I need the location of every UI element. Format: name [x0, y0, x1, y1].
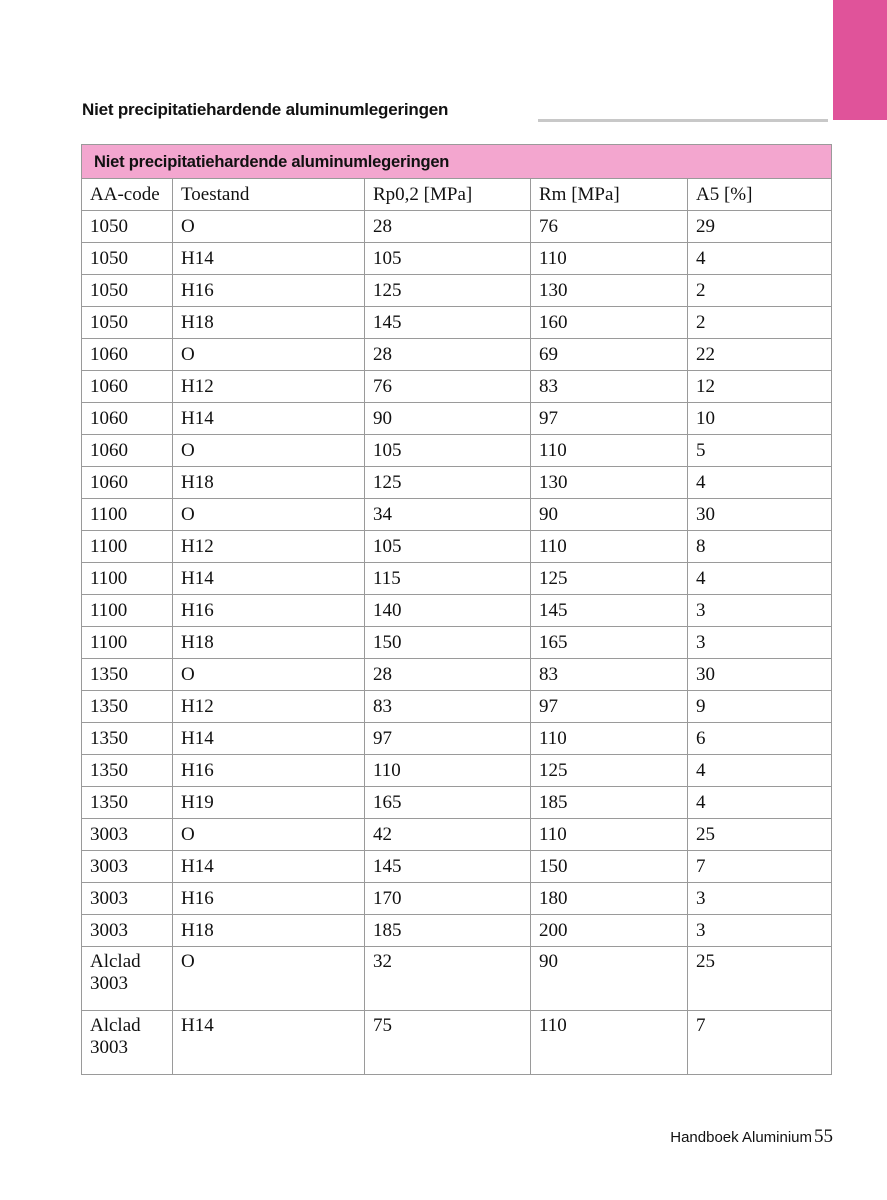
cell-toestand: H14 — [173, 723, 365, 755]
table-row — [82, 787, 832, 819]
cell-rm: 160 — [531, 307, 688, 339]
cell-rp02: 105 — [365, 243, 531, 275]
cell-aa-code: 1350 — [82, 691, 173, 723]
table-row — [82, 883, 832, 915]
cell-toestand: O — [173, 819, 365, 851]
cell-rm: 90 — [531, 499, 688, 531]
alloy-properties-table — [81, 144, 832, 1075]
cell-a5: 9 — [688, 691, 832, 723]
cell-rp02: 145 — [365, 851, 531, 883]
cell-rp02: 97 — [365, 723, 531, 755]
cell-rp02: 28 — [365, 211, 531, 243]
cell-toestand: H12 — [173, 531, 365, 563]
cell-rm: 110 — [531, 723, 688, 755]
cell-a5: 29 — [688, 211, 832, 243]
cell-a5: 2 — [688, 275, 832, 307]
table-banner: Niet precipitatiehardende aluminumlegeringen — [82, 145, 832, 179]
cell-toestand: H16 — [173, 595, 365, 627]
cell-toestand: H12 — [173, 371, 365, 403]
cell-aa-code: Alclad 3003 — [82, 1011, 173, 1075]
table-row — [82, 307, 832, 339]
table-row — [82, 211, 832, 243]
cell-rm: 130 — [531, 467, 688, 499]
table-row — [82, 435, 832, 467]
cell-a5: 5 — [688, 435, 832, 467]
cell-toestand: H18 — [173, 627, 365, 659]
page-number: 55 — [814, 1126, 833, 1147]
cell-aa-code: 3003 — [82, 851, 173, 883]
table-row — [82, 595, 832, 627]
cell-toestand: H14 — [173, 243, 365, 275]
cell-toestand: H14 — [173, 851, 365, 883]
cell-rp02: 145 — [365, 307, 531, 339]
page-footer — [670, 1126, 833, 1148]
cell-aa-code: 1060 — [82, 435, 173, 467]
cell-aa-code: 1060 — [82, 403, 173, 435]
cell-rm: 150 — [531, 851, 688, 883]
cell-toestand: O — [173, 339, 365, 371]
table-row — [82, 243, 832, 275]
cell-toestand: H18 — [173, 307, 365, 339]
cell-a5: 3 — [688, 915, 832, 947]
cell-rm: 83 — [531, 371, 688, 403]
cell-rm: 125 — [531, 563, 688, 595]
cell-toestand: O — [173, 659, 365, 691]
cell-a5: 3 — [688, 883, 832, 915]
cell-toestand: H16 — [173, 883, 365, 915]
table-row — [82, 371, 832, 403]
cell-rm: 83 — [531, 659, 688, 691]
cell-rp02: 34 — [365, 499, 531, 531]
cell-rm: 90 — [531, 947, 688, 1011]
cell-a5: 3 — [688, 595, 832, 627]
column-header-rp02: Rp0,2 [MPa] — [365, 179, 531, 211]
cell-aa-code: 1350 — [82, 659, 173, 691]
cell-aa-code: 1100 — [82, 499, 173, 531]
cell-toestand: H19 — [173, 787, 365, 819]
cell-rp02: 140 — [365, 595, 531, 627]
cell-rp02: 105 — [365, 531, 531, 563]
cell-a5: 12 — [688, 371, 832, 403]
table-row — [82, 691, 832, 723]
cell-rp02: 150 — [365, 627, 531, 659]
cell-a5: 4 — [688, 755, 832, 787]
cell-aa-code: 1050 — [82, 307, 173, 339]
cell-rp02: 170 — [365, 883, 531, 915]
cell-a5: 3 — [688, 627, 832, 659]
column-header-aa-code: AA-code — [82, 179, 173, 211]
book-title: Handboek Aluminium — [670, 1129, 812, 1146]
cell-a5: 30 — [688, 499, 832, 531]
cell-aa-code: 1100 — [82, 627, 173, 659]
cell-rm: 69 — [531, 339, 688, 371]
cell-rm: 130 — [531, 275, 688, 307]
table-row — [82, 403, 832, 435]
table-body — [82, 211, 832, 1075]
cell-toestand: H16 — [173, 275, 365, 307]
cell-aa-code: 1350 — [82, 787, 173, 819]
table-row — [82, 819, 832, 851]
cell-toestand: O — [173, 435, 365, 467]
cell-rm: 110 — [531, 435, 688, 467]
table-row — [82, 947, 832, 1011]
table-row — [82, 499, 832, 531]
cell-rm: 110 — [531, 243, 688, 275]
cell-a5: 10 — [688, 403, 832, 435]
cell-rp02: 32 — [365, 947, 531, 1011]
cell-rp02: 125 — [365, 467, 531, 499]
table-row — [82, 915, 832, 947]
table-row — [82, 563, 832, 595]
cell-rp02: 28 — [365, 339, 531, 371]
cell-a5: 22 — [688, 339, 832, 371]
cell-rp02: 125 — [365, 275, 531, 307]
table-row — [82, 1011, 832, 1075]
cell-rm: 185 — [531, 787, 688, 819]
section-title: Niet precipitatiehardende aluminumlegeringen — [82, 100, 449, 119]
cell-a5: 4 — [688, 787, 832, 819]
cell-toestand: H14 — [173, 403, 365, 435]
table-row — [82, 659, 832, 691]
cell-rm: 97 — [531, 403, 688, 435]
cell-a5: 7 — [688, 1011, 832, 1075]
cell-rp02: 83 — [365, 691, 531, 723]
section-tab-marker — [833, 0, 887, 120]
cell-a5: 30 — [688, 659, 832, 691]
cell-a5: 8 — [688, 531, 832, 563]
column-header-a5: A5 [%] — [688, 179, 832, 211]
cell-aa-code: 1050 — [82, 211, 173, 243]
cell-rp02: 185 — [365, 915, 531, 947]
table-header-row — [82, 179, 832, 211]
cell-aa-code: 1060 — [82, 339, 173, 371]
cell-toestand: H18 — [173, 467, 365, 499]
cell-a5: 7 — [688, 851, 832, 883]
cell-rm: 200 — [531, 915, 688, 947]
cell-aa-code: 1060 — [82, 467, 173, 499]
cell-rm: 110 — [531, 1011, 688, 1075]
table-row — [82, 723, 832, 755]
table-row — [82, 339, 832, 371]
cell-toestand: H14 — [173, 563, 365, 595]
cell-a5: 4 — [688, 563, 832, 595]
cell-rp02: 42 — [365, 819, 531, 851]
table-row — [82, 467, 832, 499]
cell-rm: 145 — [531, 595, 688, 627]
cell-aa-code: 1100 — [82, 531, 173, 563]
cell-rp02: 165 — [365, 787, 531, 819]
cell-rp02: 115 — [365, 563, 531, 595]
table-row — [82, 627, 832, 659]
cell-rp02: 90 — [365, 403, 531, 435]
cell-rm: 97 — [531, 691, 688, 723]
cell-rm: 110 — [531, 531, 688, 563]
title-rule — [538, 119, 828, 122]
cell-aa-code: 1060 — [82, 371, 173, 403]
cell-a5: 4 — [688, 467, 832, 499]
cell-rp02: 75 — [365, 1011, 531, 1075]
table-row — [82, 851, 832, 883]
cell-rm: 110 — [531, 819, 688, 851]
cell-rm: 165 — [531, 627, 688, 659]
cell-rm: 76 — [531, 211, 688, 243]
cell-rp02: 76 — [365, 371, 531, 403]
cell-toestand: H12 — [173, 691, 365, 723]
cell-toestand: H16 — [173, 755, 365, 787]
cell-rm: 125 — [531, 755, 688, 787]
table-row — [82, 755, 832, 787]
table-row — [82, 531, 832, 563]
cell-toestand: H14 — [173, 1011, 365, 1075]
cell-a5: 25 — [688, 819, 832, 851]
cell-toestand: H18 — [173, 915, 365, 947]
cell-a5: 25 — [688, 947, 832, 1011]
column-header-rm: Rm [MPa] — [531, 179, 688, 211]
cell-aa-code: 1100 — [82, 563, 173, 595]
cell-aa-code: 3003 — [82, 883, 173, 915]
cell-aa-code: 1050 — [82, 243, 173, 275]
cell-aa-code: 1100 — [82, 595, 173, 627]
table-row — [82, 275, 832, 307]
cell-aa-code: 1050 — [82, 275, 173, 307]
cell-rp02: 110 — [365, 755, 531, 787]
cell-aa-code: Alclad 3003 — [82, 947, 173, 1011]
cell-a5: 6 — [688, 723, 832, 755]
cell-aa-code: 3003 — [82, 915, 173, 947]
cell-rp02: 105 — [365, 435, 531, 467]
cell-aa-code: 1350 — [82, 723, 173, 755]
cell-a5: 4 — [688, 243, 832, 275]
cell-a5: 2 — [688, 307, 832, 339]
cell-aa-code: 1350 — [82, 755, 173, 787]
cell-toestand: O — [173, 499, 365, 531]
cell-aa-code: 3003 — [82, 819, 173, 851]
table-banner-row — [82, 145, 832, 179]
cell-rm: 180 — [531, 883, 688, 915]
cell-rp02: 28 — [365, 659, 531, 691]
cell-toestand: O — [173, 211, 365, 243]
column-header-toestand: Toestand — [173, 179, 365, 211]
cell-toestand: O — [173, 947, 365, 1011]
